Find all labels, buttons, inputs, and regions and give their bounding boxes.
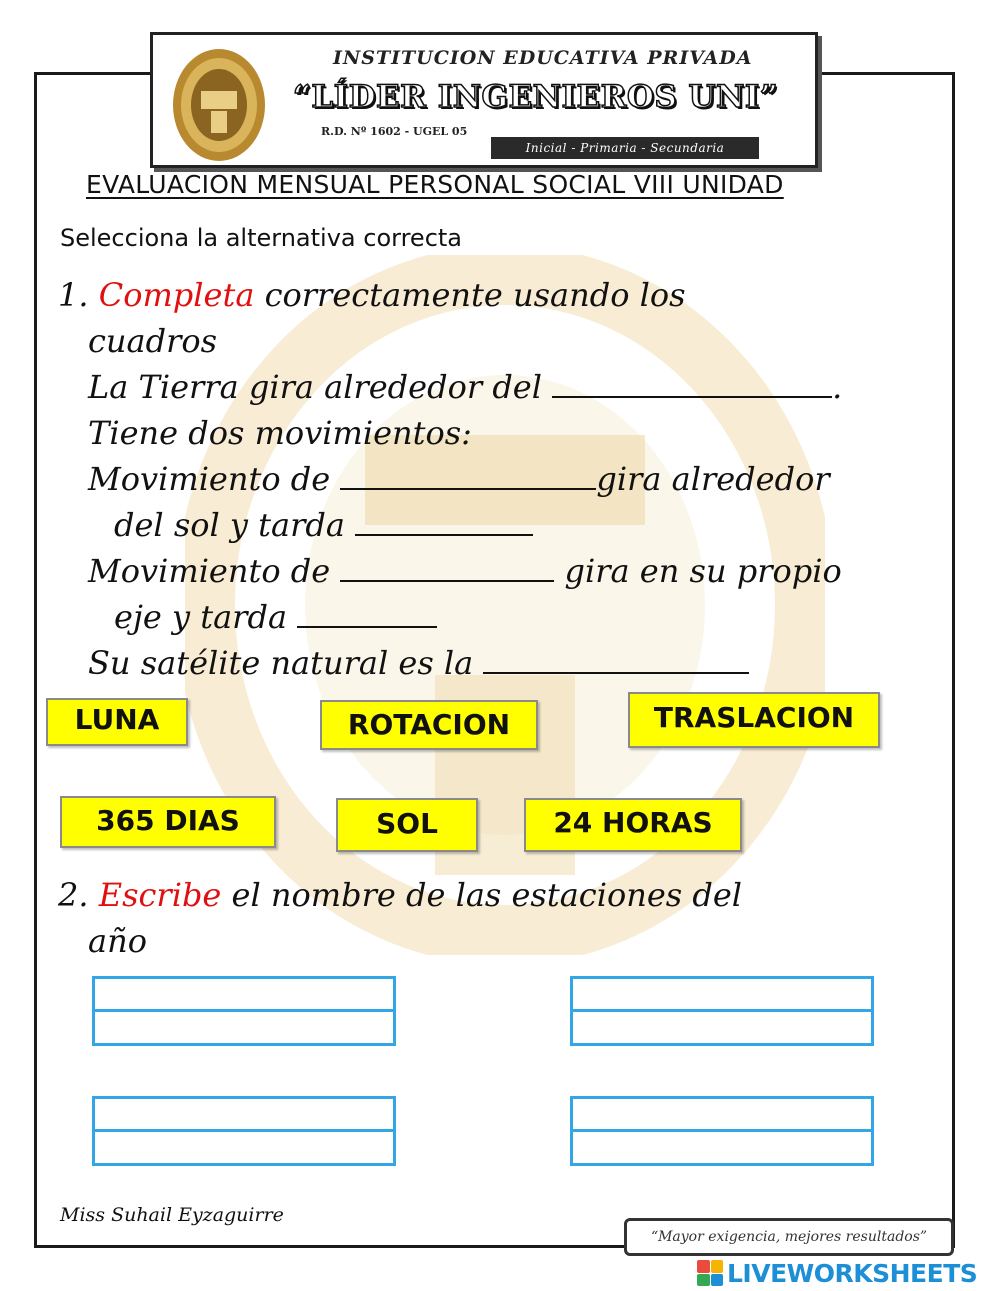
q2-keyword: Escribe [98, 876, 222, 914]
blank-movement-1[interactable] [340, 462, 596, 490]
school-motto: “Mayor exigencia, mejores resultados” [624, 1218, 954, 1256]
q2-text: el nombre de las estaciones del [231, 876, 742, 914]
q1-line4: Tiene dos movimientos: [88, 414, 472, 452]
school-header [150, 32, 818, 168]
q1-line9-text: Su satélite natural es la [88, 644, 474, 682]
education-levels: Inicial - Primaria - Secundaria [491, 137, 759, 159]
q2-line2: año [88, 922, 147, 960]
q1-line3-period: . [832, 368, 843, 406]
q1-text: correctamente usando los [264, 276, 686, 314]
q1-line1 [58, 276, 686, 314]
institution-name: “LÍDER INGENIEROS UNI” [293, 79, 779, 115]
blank-movement-2[interactable] [340, 554, 554, 582]
option-chip-rotacion[interactable]: ROTACION [320, 700, 538, 750]
q1-number: 1. [58, 276, 89, 314]
liveworksheets-brand: LIVEWORKSHEETS [727, 1258, 978, 1288]
q1-line7 [88, 552, 842, 590]
q1-line7-end: gira en su propio [564, 552, 842, 590]
q1-line5 [88, 460, 830, 498]
q1-line7-text: Movimiento de [88, 552, 331, 590]
season-answer-box-4[interactable] [570, 1096, 874, 1166]
option-chip-traslacion[interactable]: TRASLACION [628, 692, 880, 748]
instruction: Selecciona la alternativa correcta [60, 224, 462, 252]
school-seal-icon [171, 47, 267, 163]
season-answer-box-3[interactable] [92, 1096, 396, 1166]
q2-line1 [58, 876, 742, 914]
liveworksheets-logo[interactable] [697, 1258, 977, 1288]
option-chip-sol[interactable]: SOL [336, 798, 478, 852]
q1-line3 [88, 368, 842, 406]
q1-line8 [114, 598, 437, 636]
q2-number: 2. [58, 876, 89, 914]
q1-line2: cuadros [88, 322, 218, 360]
q1-line9 [88, 644, 749, 682]
season-answer-box-1[interactable] [92, 976, 396, 1046]
option-chip-365-dias[interactable]: 365 DIAS [60, 796, 276, 848]
blank-duration-1[interactable] [355, 508, 533, 536]
q1-line5-text: Movimiento de [88, 460, 331, 498]
institution-type: INSTITUCION EDUCATIVA PRIVADA [333, 47, 753, 69]
q1-keyword: Completa [98, 276, 255, 314]
liveworksheets-icon [697, 1260, 723, 1286]
q1-line8-text: eje y tarda [114, 598, 288, 636]
blank-duration-2[interactable] [297, 600, 437, 628]
teacher-signature: Miss Suhail Eyzaguirre [60, 1204, 284, 1226]
q1-line6-text: del sol y tarda [114, 506, 345, 544]
season-answer-box-2[interactable] [570, 976, 874, 1046]
q1-line6 [114, 506, 533, 544]
evaluation-title: EVALUACION MENSUAL PERSONAL SOCIAL VIII UNIDAD [86, 170, 784, 199]
blank-satellite[interactable] [483, 646, 749, 674]
blank-sun[interactable] [552, 370, 832, 398]
option-chip-luna[interactable]: LUNA [46, 698, 188, 746]
q1-line3-text: La Tierra gira alrededor del [88, 368, 542, 406]
resolution-number: R.D. Nº 1602 - UGEL 05 [321, 125, 468, 138]
q1-line5-end: gira alrededor [596, 460, 830, 498]
option-chip-24-horas[interactable]: 24 HORAS [524, 798, 742, 852]
